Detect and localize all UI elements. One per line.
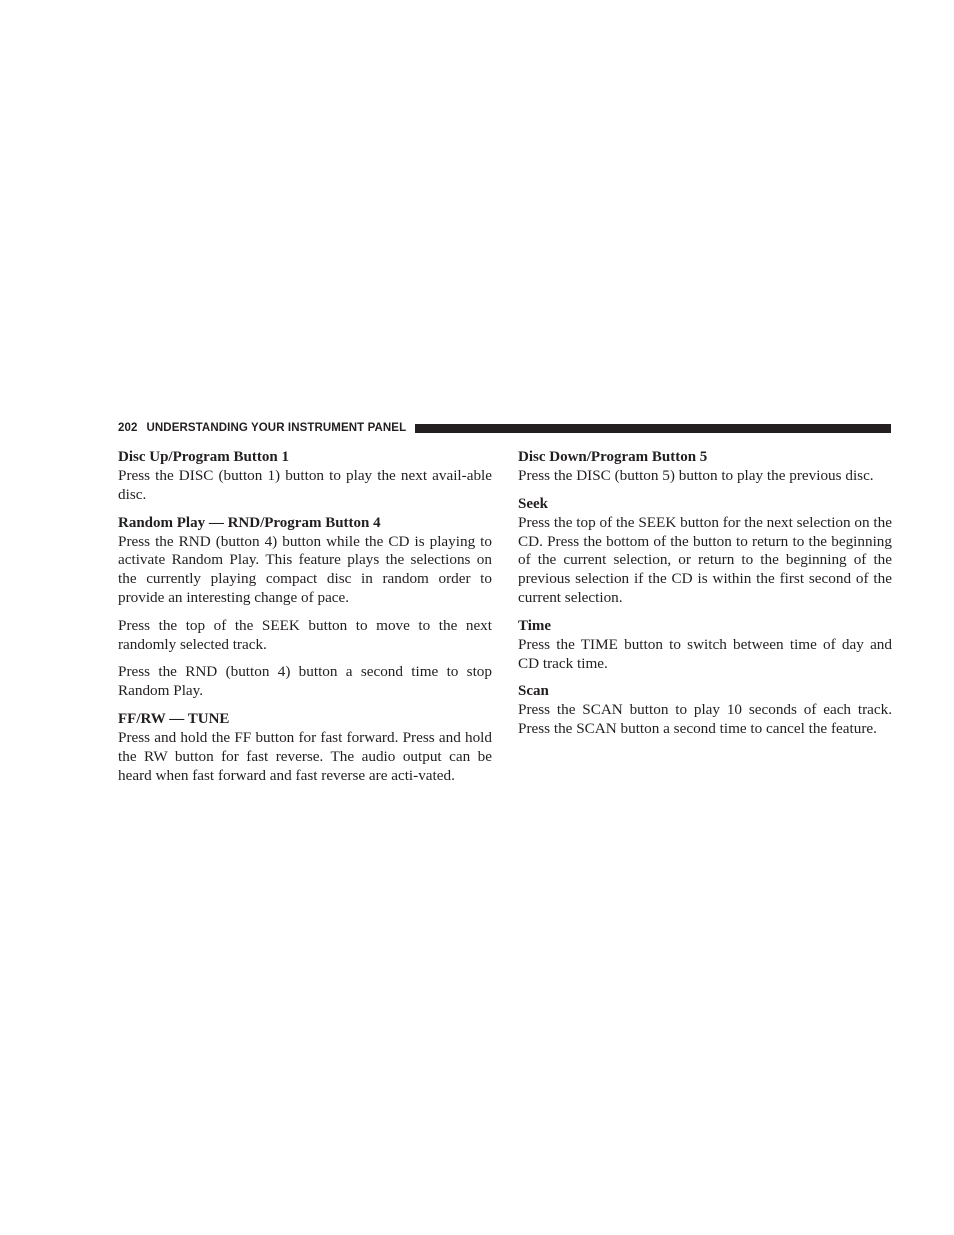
section-paragraph: Press the RND (button 4) button a second time to stop Random Play.: [118, 663, 492, 700]
page-header: [118, 420, 891, 436]
page-number: 202: [118, 422, 138, 434]
right-column: [518, 448, 892, 748]
section-heading: Seek: [518, 495, 548, 512]
section-heading: Disc Up/Program Button 1: [118, 449, 289, 465]
section-heading: Disc Down/Program Button 5: [518, 449, 708, 465]
section-heading: FF/RW — TUNE: [118, 710, 230, 727]
section-paragraph: Press the DISC (button 1) button to play the next avail-able disc.: [118, 467, 492, 503]
section-heading: Scan: [518, 683, 549, 700]
section-paragraph: Press the top of the SEEK button for the next selection on the CD. Press the bottom of the button to return to the beginning of the current selection, or return to the beginning of the previous selection if the CD is within the first second of the current selection.: [518, 513, 892, 606]
section-disc-up: [118, 448, 492, 505]
section-title: UNDERSTANDING YOUR INSTRUMENT PANEL: [146, 422, 407, 434]
left-column: [118, 448, 492, 794]
section-paragraph: Press the SCAN button to play 10 seconds of each track. Press the SCAN button a second time to cancel the feature.: [518, 701, 892, 738]
section-heading: Time: [518, 617, 552, 634]
section-paragraph: Press the DISC (button 5) button to play the previous disc.: [518, 467, 874, 484]
section-random-play: [118, 514, 492, 701]
section-seek: [518, 495, 892, 608]
section-scan: [518, 682, 892, 739]
section-paragraph: Press the TIME button to switch between time of day and CD track time.: [518, 635, 892, 672]
section-disc-down: [518, 448, 892, 486]
section-time: [518, 617, 892, 674]
section-paragraph: Press and hold the FF button for fast forward. Press and hold the RW button for fast reverse. The audio output can be heard when fast forward and fast reverse are acti-vated.: [118, 728, 492, 784]
section-paragraph: Press the top of the SEEK button to move to the next randomly selected track.: [118, 616, 492, 653]
section-paragraph: Press the RND (button 4) button while the CD is playing to activate Random Play. This feature plays the selections on the currently playing compact disc in random order to provide an interesting change of pace.: [118, 532, 492, 606]
section-heading: Random Play — RND/Program Button 4: [118, 514, 381, 531]
section-ff-rw: [118, 710, 492, 785]
header-rule: [415, 424, 891, 433]
